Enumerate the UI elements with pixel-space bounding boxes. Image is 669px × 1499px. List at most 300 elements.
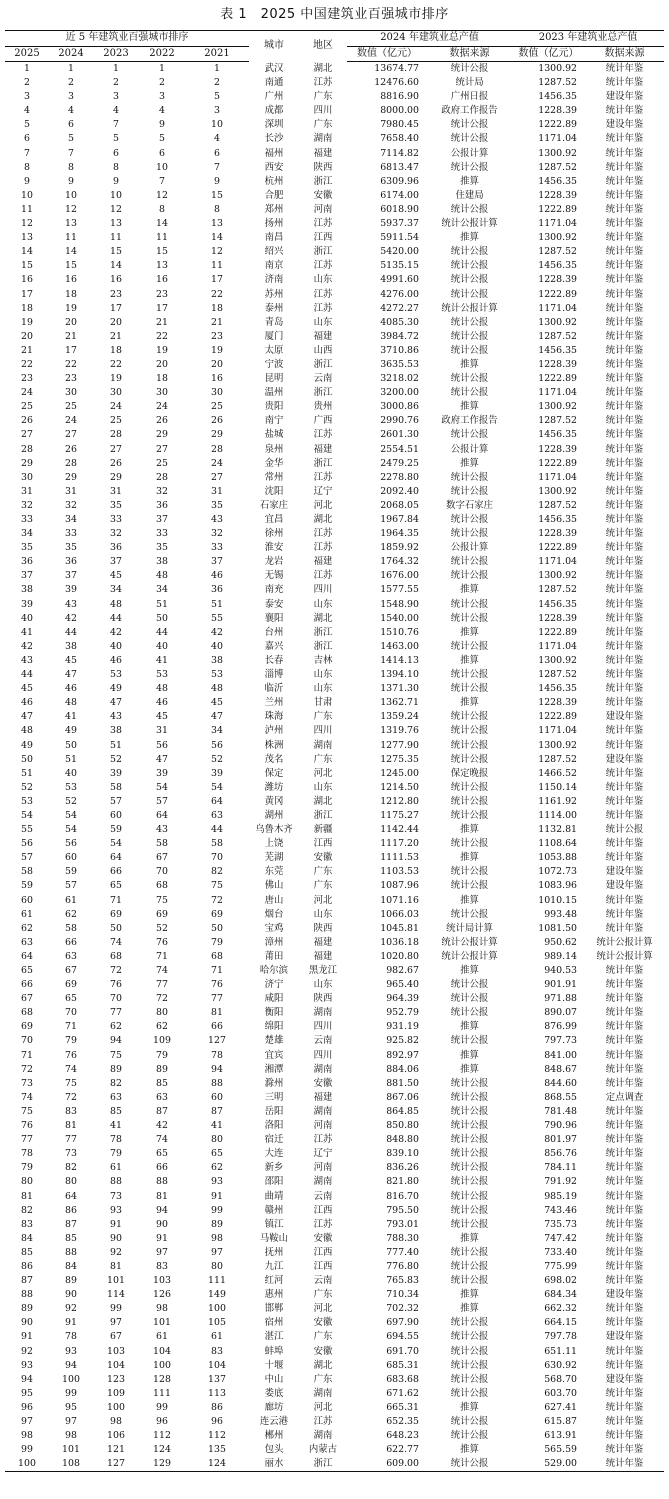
value-2023-cell: 1171.04: [538, 218, 578, 230]
rank-2024-cell: 17: [65, 344, 77, 356]
value-2024-cell: 788.30: [386, 1232, 419, 1244]
rank-2021-cell: 61: [211, 1331, 223, 1343]
value-2023-cell: 1171.04: [538, 302, 578, 314]
value-2023-cell: 844.60: [544, 1077, 578, 1089]
value-2024-cell: 881.50: [386, 1077, 419, 1089]
rank-2021-cell: 52: [211, 753, 223, 765]
table-row: [5, 273, 664, 287]
region-cell: 陕西: [313, 993, 333, 1005]
value-2023-cell: 1300.92: [538, 147, 578, 159]
source-2024-cell: 推算: [460, 401, 479, 413]
value-2023-cell: 1287.52: [538, 330, 578, 342]
city-cell: 盐城: [264, 429, 284, 441]
rank-2025-cell: 96: [21, 1401, 33, 1413]
rank-2022-cell: 29: [156, 429, 168, 441]
rank-2021-cell: 6: [214, 147, 220, 159]
city-cell: 贵阳: [264, 401, 284, 413]
value-2024-cell: 1362.71: [380, 697, 419, 709]
rank-2022-cell: 38: [156, 556, 168, 568]
source-2024-cell: 推算: [460, 457, 479, 469]
table-row: [5, 1288, 664, 1302]
table-row: [5, 1415, 664, 1429]
rank-2021-cell: 33: [211, 542, 223, 554]
rank-2024-cell: 6: [68, 119, 74, 131]
rank-2023-cell: 71: [110, 894, 122, 906]
source-2024-cell: 统计公报: [450, 1373, 489, 1385]
value-2023-cell: 529.00: [512, 1457, 585, 1472]
source-2023-cell: 统计年鉴: [605, 1303, 644, 1315]
rank-2021-cell: 113: [208, 1387, 226, 1399]
rank-2021-cell: 43: [211, 514, 223, 525]
rank-2022-cell: 40: [156, 640, 168, 652]
source-2023-cell: 统计年鉴: [605, 105, 644, 117]
city-cell: 红河: [264, 1275, 284, 1287]
city-cell: 长沙: [264, 133, 284, 145]
rank-2025-cell: 21: [21, 344, 33, 356]
rank-2021-cell: 105: [208, 1317, 226, 1329]
rank-2021-cell: 72: [211, 894, 223, 906]
source-2023-cell: 统计年鉴: [605, 1345, 644, 1357]
city-cell: 泉州: [264, 443, 284, 455]
city-cell: 曲靖: [264, 1190, 284, 1202]
rank-2022-cell: 14: [156, 218, 168, 230]
source-2023-cell: 统计年鉴: [605, 373, 644, 385]
rank-2022-cell: 3: [159, 91, 165, 103]
value-2024-cell: 8000.00: [380, 105, 419, 117]
value-2024-cell: 13674.77: [374, 63, 419, 74]
rank-2021-cell: 45: [211, 697, 223, 709]
source-2024-cell: 统计公报: [450, 1148, 489, 1160]
region-cell: 湖南: [313, 133, 333, 145]
source-2024-cell: 统计公报计算: [441, 218, 498, 230]
rank-2022-cell: 47: [156, 753, 168, 765]
value-2023-cell: 801.97: [544, 1134, 578, 1146]
value-2024-cell: 3710.86: [380, 344, 419, 356]
rank-2025-cell: 37: [21, 570, 33, 582]
rank-2025-cell: 85: [21, 1246, 33, 1258]
rank-2021-cell: 91: [211, 1190, 223, 1202]
rank-2024-cell: 4: [68, 105, 74, 117]
rank-2023-cell: 49: [110, 683, 122, 695]
rank-2022-cell: 99: [156, 1401, 168, 1413]
region-cell: 湖南: [313, 1007, 333, 1019]
source-2023-cell: 统计年鉴: [605, 570, 644, 582]
source-2024-cell: 统计公报: [450, 753, 489, 765]
rank-2024-cell: 65: [65, 993, 77, 1005]
rank-2021-cell: 97: [211, 1246, 223, 1258]
table-row: [5, 1457, 664, 1472]
value-2023-cell: 1114.00: [538, 809, 578, 821]
table-row: [5, 795, 664, 809]
rank-2021-cell: 46: [211, 570, 223, 582]
city-cell: 合肥: [264, 189, 284, 201]
rank-2022-cell: 62: [156, 1021, 168, 1033]
rank-2024-cell: 2: [68, 77, 74, 89]
rank-2025-cell: 91: [21, 1331, 33, 1343]
source-2023-cell: 统计年鉴: [605, 1359, 644, 1371]
source-2024-cell: 统计公报: [450, 274, 489, 286]
city-cell: 郑州: [264, 203, 284, 215]
value-2024-cell: 925.82: [386, 1035, 419, 1047]
value-2023-cell: 1171.04: [538, 133, 578, 145]
source-2024-cell: 统计公报: [450, 979, 489, 991]
rank-2025-cell: 89: [21, 1303, 33, 1315]
table-row: [5, 485, 664, 499]
rank-2024-cell: 5: [68, 133, 74, 145]
table-row: [5, 1049, 664, 1063]
table-row: [5, 513, 664, 527]
rank-2022-cell: 20: [156, 358, 168, 370]
source-2023-cell: 统计年鉴: [605, 556, 644, 568]
rank-2023-cell: 1: [113, 63, 119, 74]
city-cell: 株洲: [264, 739, 284, 751]
rank-2025-cell: 25: [21, 401, 33, 413]
value-2024-cell: 867.06: [386, 1091, 419, 1103]
rank-2025-cell: 56: [21, 838, 33, 850]
source-2024-cell: 推算: [460, 1049, 479, 1061]
source-2023-cell: 统计年鉴: [605, 683, 644, 695]
source-2024-cell: 统计公报: [450, 1007, 489, 1019]
source-2023-cell: 统计年鉴: [605, 838, 644, 850]
source-2023-cell: 建设年鉴: [605, 753, 644, 765]
rank-2022-cell: 109: [153, 1035, 171, 1047]
table-body: [5, 62, 664, 1472]
year-header: 2025: [5, 46, 49, 62]
rank-2022-cell: 34: [156, 584, 168, 596]
rank-2022-cell: 74: [156, 1134, 168, 1146]
source-2024-cell: 统计公报: [450, 908, 489, 920]
rank-2024-cell: 7: [68, 147, 74, 159]
value-2024-cell: 685.31: [386, 1359, 419, 1371]
rank-2025-cell: 1: [24, 63, 30, 74]
table-row: [5, 203, 664, 217]
source-2024-cell: 统计公报: [450, 1218, 489, 1230]
value-2023-cell: 1228.39: [538, 358, 578, 370]
value-2023-cell: 841.00: [544, 1049, 578, 1061]
rank-2024-cell: 75: [65, 1077, 77, 1089]
value-2024-cell: 694.55: [386, 1331, 419, 1343]
source-2023-cell: 统计年鉴: [605, 1401, 644, 1413]
rank-2021-cell: 96: [211, 1416, 223, 1427]
table-row: [5, 217, 664, 231]
table-row: [5, 1274, 664, 1288]
rank-2021-cell: 70: [211, 852, 223, 864]
rank-2025-cell: 63: [21, 936, 33, 948]
value-2023-cell: 1228.39: [538, 612, 578, 624]
value-2023-cell: 1222.89: [538, 711, 578, 723]
rank-2022-cell: 48: [156, 683, 168, 695]
table-row: [5, 809, 664, 823]
rank-2024-cell: 63: [65, 950, 77, 962]
region-cell: 云南: [313, 1275, 333, 1287]
region-cell: 福建: [313, 556, 333, 568]
region-cell: 云南: [313, 1035, 333, 1047]
rank-2021-cell: 19: [211, 344, 223, 356]
rank-2023-cell: 26: [110, 457, 122, 469]
source-2023-header: 数据来源: [585, 46, 664, 62]
rank-2024-cell: 44: [65, 626, 77, 638]
value-2023-cell: 1228.39: [538, 528, 578, 540]
rank-2024-cell: 24: [65, 415, 77, 427]
rank-2023-cell: 23: [110, 288, 122, 300]
rank-2024-cell: 25: [65, 401, 77, 413]
rank-2025-cell: 92: [21, 1345, 33, 1357]
rank-2023-cell: 66: [110, 866, 122, 878]
region-cell: 江西: [313, 1260, 333, 1272]
rank-2024-cell: 79: [65, 1035, 77, 1047]
rank-2024-cell: 27: [65, 429, 77, 441]
rank-2023-cell: 25: [110, 415, 122, 427]
rank-2023-cell: 103: [107, 1345, 125, 1357]
region-cell: 山东: [313, 316, 333, 328]
source-2023-cell: 统计年鉴: [605, 1077, 644, 1089]
rank-2024-cell: 16: [65, 274, 77, 286]
rank-2025-cell: 76: [21, 1120, 33, 1132]
region-cell: 四川: [313, 1021, 333, 1033]
rank-2022-cell: 31: [156, 725, 168, 737]
rank-2024-cell: 90: [65, 1289, 77, 1301]
rank-2022-cell: 126: [153, 1289, 171, 1301]
region-cell: 江苏: [313, 1218, 333, 1230]
region-cell: 江苏: [313, 260, 333, 272]
table-row: [5, 1119, 664, 1133]
table-row: [5, 400, 664, 414]
rank-2025-cell: 6: [24, 133, 30, 145]
rank-2024-cell: 74: [65, 1063, 77, 1075]
value-2024-cell: 4991.60: [380, 274, 419, 286]
region-cell: 四川: [313, 1049, 333, 1061]
source-2023-cell: 建设年鉴: [605, 1373, 644, 1385]
value-2024-cell: 7114.82: [380, 147, 419, 159]
value-2024-cell: 964.39: [386, 993, 419, 1005]
value-2023-cell: 1300.92: [538, 232, 578, 244]
table-row: [5, 1387, 664, 1401]
rank-2025-cell: 86: [21, 1260, 33, 1272]
rank-2021-cell: 28: [211, 443, 223, 455]
rank-2023-cell: 42: [110, 626, 122, 638]
region-cell: 甘肃: [313, 697, 333, 709]
table-row: [5, 1373, 664, 1387]
value-2023-cell: 1287.52: [538, 246, 578, 258]
region-cell: 江苏: [313, 77, 333, 89]
source-2024-cell: 推算: [460, 1232, 479, 1244]
rank-2025-cell: 72: [21, 1063, 33, 1075]
rank-2023-cell: 101: [107, 1275, 125, 1287]
value-2023-cell: 1300.92: [538, 485, 578, 497]
source-2024-cell: 公报计算: [450, 542, 489, 554]
value-2023-cell: 1083.96: [538, 880, 578, 892]
rank-2022-cell: 24: [156, 401, 168, 413]
rank-2021-cell: 5: [214, 91, 220, 103]
rank-2023-cell: 41: [110, 1120, 122, 1132]
rank-2021-cell: 68: [211, 950, 223, 962]
rank-2022-cell: 94: [156, 1204, 168, 1216]
source-2024-cell: 政府工作报告: [441, 105, 498, 117]
rank-2022-cell: 129: [139, 1457, 185, 1472]
table-row: [5, 358, 664, 372]
source-2023-cell: 统计年鉴: [605, 161, 644, 173]
value-2023-cell: 1222.89: [538, 288, 578, 300]
value-2024-cell: 1036.18: [380, 936, 419, 948]
rank-2024-cell: 33: [65, 528, 77, 540]
city-cell: 南宁: [264, 415, 284, 427]
value-2023-cell: 1300.92: [538, 316, 578, 328]
value-2024-cell: 609.00: [347, 1457, 427, 1472]
rank-2025-cell: 7: [24, 147, 30, 159]
rank-2024-cell: 66: [65, 936, 77, 948]
rank-2021-cell: 13: [211, 218, 223, 230]
city-cell: 衡阳: [264, 1007, 284, 1019]
rank-2022-cell: 32: [156, 485, 168, 497]
region-cell: 四川: [313, 105, 333, 117]
value-2024-cell: 1540.00: [380, 612, 419, 624]
rank-2024-cell: 30: [65, 387, 77, 399]
region-cell: 江苏: [313, 570, 333, 582]
value-2024-cell: 1087.96: [380, 880, 419, 892]
region-cell: 山东: [313, 274, 333, 286]
rank-2021-cell: 9: [214, 175, 220, 187]
source-2023-cell: 统计年鉴: [605, 1134, 644, 1146]
region-cell: 河北: [313, 767, 333, 779]
region-cell: 江苏: [313, 288, 333, 300]
value-2024-cell: 3000.86: [380, 401, 419, 413]
value-2024-cell: 4276.00: [380, 288, 419, 300]
source-2024-cell: 统计公报: [450, 598, 489, 610]
rank-2023-cell: 13: [110, 218, 122, 230]
rank-2025-cell: 8: [24, 161, 30, 173]
source-2023-cell: 统计年鉴: [605, 654, 644, 666]
rank-2022-cell: 72: [156, 993, 168, 1005]
region-cell: 湖北: [313, 514, 333, 525]
source-2024-cell: 统计公报: [450, 133, 489, 145]
value-2024-cell: 6018.90: [380, 203, 419, 215]
value-2024-cell: 1319.76: [380, 725, 419, 737]
rank-2023-cell: 46: [110, 654, 122, 666]
city-cell: 东莞: [264, 866, 284, 878]
value-2023-cell: 1456.35: [538, 429, 578, 441]
source-2023-cell: 统计年鉴: [605, 894, 644, 906]
rank-2021-cell: 23: [211, 330, 223, 342]
rank-2024-cell: 70: [65, 1007, 77, 1019]
rank-2022-cell: 2: [159, 77, 165, 89]
rank-2023-cell: 68: [110, 950, 122, 962]
rank-2024-cell: 48: [65, 697, 77, 709]
value-2023-cell: 1171.04: [538, 387, 578, 399]
rank-2024-cell: 101: [62, 1444, 80, 1456]
rank-2024-cell: 54: [65, 824, 77, 836]
rank-2023-cell: 27: [110, 443, 122, 455]
rank-2021-cell: 86: [211, 1401, 223, 1413]
city-cell: 滁州: [264, 1077, 284, 1089]
city-cell: 成都: [264, 105, 284, 117]
region-cell: 广东: [313, 119, 333, 131]
rank-2021-cell: 15: [211, 189, 223, 201]
rank-2023-cell: 30: [110, 387, 122, 399]
rank-2022-cell: 111: [153, 1387, 171, 1399]
value-2024-cell: 3200.00: [380, 387, 419, 399]
source-2023-cell: 定点调查: [605, 1091, 644, 1103]
source-2024-cell: 推算: [460, 232, 479, 244]
value-2023-cell: 1456.35: [538, 175, 578, 187]
value-2024-cell: 5937.37: [380, 218, 419, 230]
source-2023-cell: 统计年鉴: [605, 77, 644, 89]
rank-2024-cell: 36: [65, 556, 77, 568]
value-2023-cell: 950.62: [544, 936, 578, 948]
rank-2023-cell: 54: [110, 838, 122, 850]
value-2024-cell: 7658.40: [380, 133, 419, 145]
value-2024-cell: 1414.13: [380, 654, 419, 666]
table-row: [5, 767, 664, 781]
rank-2022-cell: 8: [159, 203, 165, 215]
rank-2023-cell: 21: [110, 330, 122, 342]
table-row: [5, 583, 664, 597]
city-cell: 深圳: [264, 119, 284, 131]
rank-2024-cell: 3: [68, 91, 74, 103]
rank-2023-cell: 74: [110, 936, 122, 948]
rank-2021-cell: 50: [211, 922, 223, 934]
source-2023-cell: 统计年鉴: [605, 725, 644, 737]
rank-2022-cell: 27: [156, 443, 168, 455]
value-2023-cell: 1228.39: [538, 443, 578, 455]
rank-2021-cell: 1: [214, 63, 220, 74]
region-cell: 广东: [313, 1289, 333, 1301]
table-row: [5, 1091, 664, 1105]
source-2024-cell: 统计公报: [450, 838, 489, 850]
value-2024-group-header: 2024 年建筑业总产值: [347, 31, 512, 47]
region-cell: 云南: [313, 373, 333, 385]
rank-2022-cell: 43: [156, 824, 168, 836]
value-2023-cell: 1300.92: [538, 654, 578, 666]
rank-2025-cell: 74: [21, 1091, 33, 1103]
city-cell: 咸阳: [264, 993, 284, 1005]
rank-2021-cell: 44: [211, 824, 223, 836]
rank-2021-cell: 82: [211, 866, 223, 878]
rank-2023-cell: 39: [110, 767, 122, 779]
source-2024-cell: 统计公报: [450, 528, 489, 540]
region-cell: 江苏: [313, 528, 333, 540]
table-row: [5, 499, 664, 513]
source-2023-cell: 统计年鉴: [605, 640, 644, 652]
source-2024-cell: 统计公报: [450, 1162, 489, 1174]
source-2023-cell: 统计年鉴: [605, 1387, 644, 1399]
rank-2021-cell: 37: [211, 556, 223, 568]
rank-2023-cell: 36: [110, 542, 122, 554]
value-2024-cell: 691.70: [386, 1345, 419, 1357]
source-2024-cell: 统计公报计算: [441, 302, 498, 314]
region-cell: 江苏: [313, 302, 333, 314]
rank-2023-cell: 77: [110, 1007, 122, 1019]
rank-2022-cell: 6: [159, 147, 165, 159]
value-2024-cell: 1071.16: [380, 894, 419, 906]
rank-2025-cell: 99: [21, 1444, 33, 1456]
city-cell: 台州: [264, 626, 284, 638]
value-2023-cell: 630.92: [544, 1359, 578, 1371]
rank-2023-cell: 82: [110, 1077, 122, 1089]
table-row: [5, 175, 664, 189]
source-2023-cell: 建设年鉴: [605, 711, 644, 723]
value-2024-cell: 2990.76: [380, 415, 419, 427]
city-cell: 济南: [264, 274, 284, 286]
city-cell: 兰州: [264, 697, 284, 709]
rank-2023-cell: 91: [110, 1218, 122, 1230]
rank-2025-cell: 98: [21, 1430, 33, 1442]
source-2023-cell: 统计年鉴: [605, 1204, 644, 1216]
rank-2025-cell: 73: [21, 1077, 33, 1089]
rank-2024-cell: 81: [65, 1120, 77, 1132]
source-2024-cell: 统计公报: [450, 316, 489, 328]
rank-2025-cell: 45: [21, 683, 33, 695]
region-cell: 广东: [313, 711, 333, 723]
